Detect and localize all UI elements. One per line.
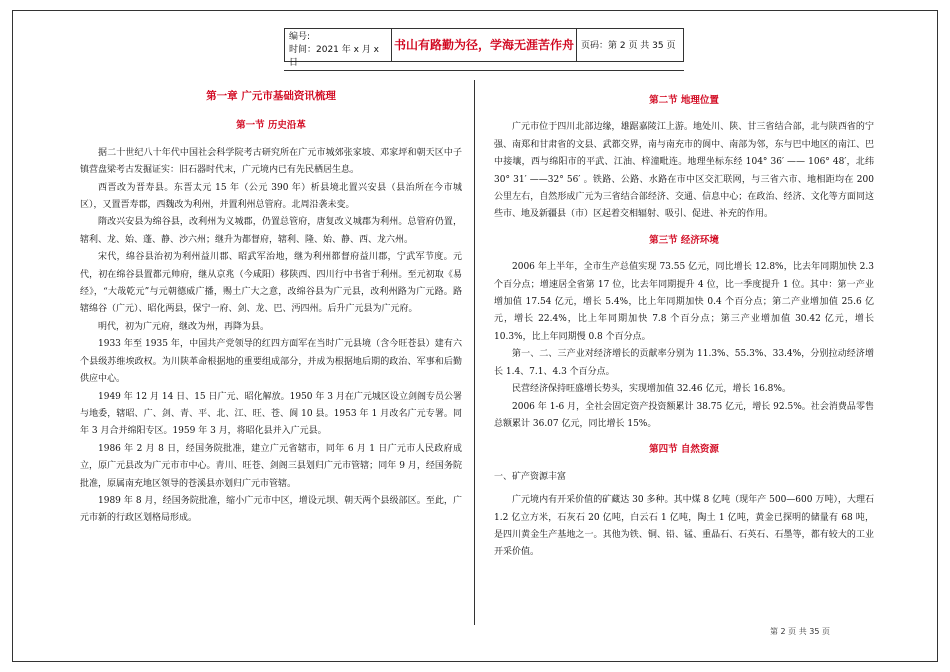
paragraph: 第一、二、三产业对经济增长的贡献率分别为 11.3%、55.3%、33.4%，分别拉动经济增长 1.4、7.1、4.3 个百分点。 (494, 349, 874, 377)
paragraph: 据二十世纪八十年代中国社会科学院考古研究所在广元市城郊张家坡、邓家坪和朝天区中子镇营盘梁考古发掘证实：旧石器时代末，广元境内已有先民栖居生息。 (80, 147, 462, 176)
code-label: 编号: (289, 32, 311, 42)
paragraph: 西晋改为晋寿县。东晋太元 15 年（公元 390 年）析县境北置兴安县（县治所在今市城区），又置晋寿郡，西魏改为利州，并置利州总管府。北周沿袭未变。 (80, 182, 462, 211)
section-title-history: 第一节 历史沿革 (236, 120, 306, 132)
right-column (494, 88, 874, 562)
paragraph: 宋代，绵谷县治初为利州益川郡、昭武军治地，继为利州都督府益川郡，宁武军节度。元代，初在绵谷县置都元帅府，继从京兆（今咸阳）移陕西、四川行中书省于利州。至元初取《易经》，“大哉乾元”与元朝德威广播，赐土广大之意，改绵谷县为广元县，改利州路为广元路。路辖绵谷（广元）、昭化两县，保宁一府、剑、龙、巴、沔四州。后升广元县为广元府。 (80, 252, 462, 315)
paragraph: 明代，初为广元府，继改为州，再降为县。 (98, 321, 270, 332)
paragraph: 广元市位于四川北部边缘，雄踞嘉陵江上游。地处川、陕、甘三省结合部，北与陕西省的宁强、南郑和甘肃省的文县、武都交界，南与南充市的阆中、南部为邻，东与巴中地区的南江、巴中接壤，西与绵阳市的平武、江油、梓潼毗连。地理坐标东经 104° 36′ —— 106° 48′，北纬 30° 31′ ——32° 56′ 。铁路、公路、水路在市中区交汇联网，与三省六市、地相距均在 200 公里左右，自然形成广元为三省结合部经济、交通、信息中心；在政治、经济、文化等方面同这些市、地及新疆县（市）区起着交相辐射、吸引、促进、补充的作用。 (494, 122, 874, 220)
page-footer: 第 2 页 共 35 页 (770, 627, 830, 636)
header-motto: 书山有路勤为径，学海无涯苦作舟 (392, 28, 576, 62)
column-divider (474, 80, 475, 625)
left-column (80, 88, 462, 528)
section-title-resources: 第四节 自然资源 (649, 444, 719, 456)
time-label: 时间：2021 年 x 月 x 日 (289, 45, 380, 68)
header-left-cell (284, 28, 392, 68)
paragraph: 1949 年 12 月 14 日、15 日广元、昭化解放。1950 年 3 月在广元城区设立剑阁专员公署与地委，辖昭、广、剑、青、平、北、江、旺、苍、阆 10 县。1953 年 1 月改名广元专署。同年 3 月合并绵阳专区。1959 年 3 月，将昭化县并入广元县。 (80, 391, 462, 437)
paragraph: 1933 年至 1935 年，中国共产党领导的红四方面军在当时广元县境（含今旺苍县）建有六个县级苏维埃政权。为川陕革命根据地的重要组成部分，并成为根据地后期的政治、军事和后勤供应中心。 (80, 339, 462, 385)
header-page-info: 页码：第 2 页 共 35 页 (576, 28, 684, 62)
subheading: 一、矿产资源丰富 (494, 471, 567, 482)
paragraph: 2006 年 1-6 月，全社会固定资产投资额累计 38.75 亿元，增长 92.5%。社会消费品零售总额累计 36.07 亿元，同比增长 15%。 (494, 401, 874, 429)
paragraph: 广元境内有开采价值的矿藏达 30 多种。其中煤 8 亿吨（现年产 500—600 万吨），大理石 1.2 亿立方米，石灰石 20 亿吨，白云石 1 亿吨，陶土 1 亿吨，黄金已探明的储量有 68 吨，是四川黄金生产基地之一。其他为铁、铜、铅、锰、重晶石、石英石、石墨等，都有较大的工业开采价值。 (494, 495, 874, 558)
header-rule (284, 70, 684, 71)
paragraph: 隋改兴安县为绵谷县，改利州为义城郡，仍置总管府，唐复改义城郡为利州。总管府仍置，辖利、龙、始、蓬、静、沙六州；继升为都督府，辖利、隆、始、静、西、龙六州。 (80, 217, 462, 245)
chapter-title: 第一章 广元市基础资讯梳理 (206, 90, 336, 102)
section-title-economy: 第三节 经济环境 (649, 234, 719, 246)
paragraph: 民营经济保持旺盛增长势头，实现增加值 32.46 亿元，增长 16.8%。 (512, 384, 791, 395)
paragraph: 1986 年 2 月 8 日，经国务院批准，建立广元省辖市，同年 6 月 1 日广元市人民政府成立，原广元县改为广元市市中心。青川、旺苍、剑阁三县划归广元市管辖；同年 9 月，经国务院批准，原属南充地区领导的苍溪县亦划归广元市管辖。 (80, 443, 462, 489)
section-title-location: 第二节 地理位置 (649, 95, 719, 106)
paragraph: 1989 年 8 月，经国务院批准，缩小广元市中区，增设元坝、朝天两个县级部区。至此，广元市新的行政区划格局形成。 (80, 495, 462, 524)
page-header (284, 28, 684, 68)
paragraph: 2006 年上半年，全市生产总值实现 73.55 亿元，同比增长 12.8%，比去年同期加快 2.3 个百分点；增速居全省第 17 位，比去年同期提升 4 位，比一季度提升 1 位。其中：第一产业增加值 17.54 亿元，增长 5.4%，比上年同期加快 0.4 个百分点；第二产业增加值 25.6 亿元，增长 22.4%，比上年同期加快 7.8 个百分点；第三产业增加值 30.42 亿元，增长 10.3%，比上年同期慢 0.8 个百分点。 (494, 262, 874, 342)
